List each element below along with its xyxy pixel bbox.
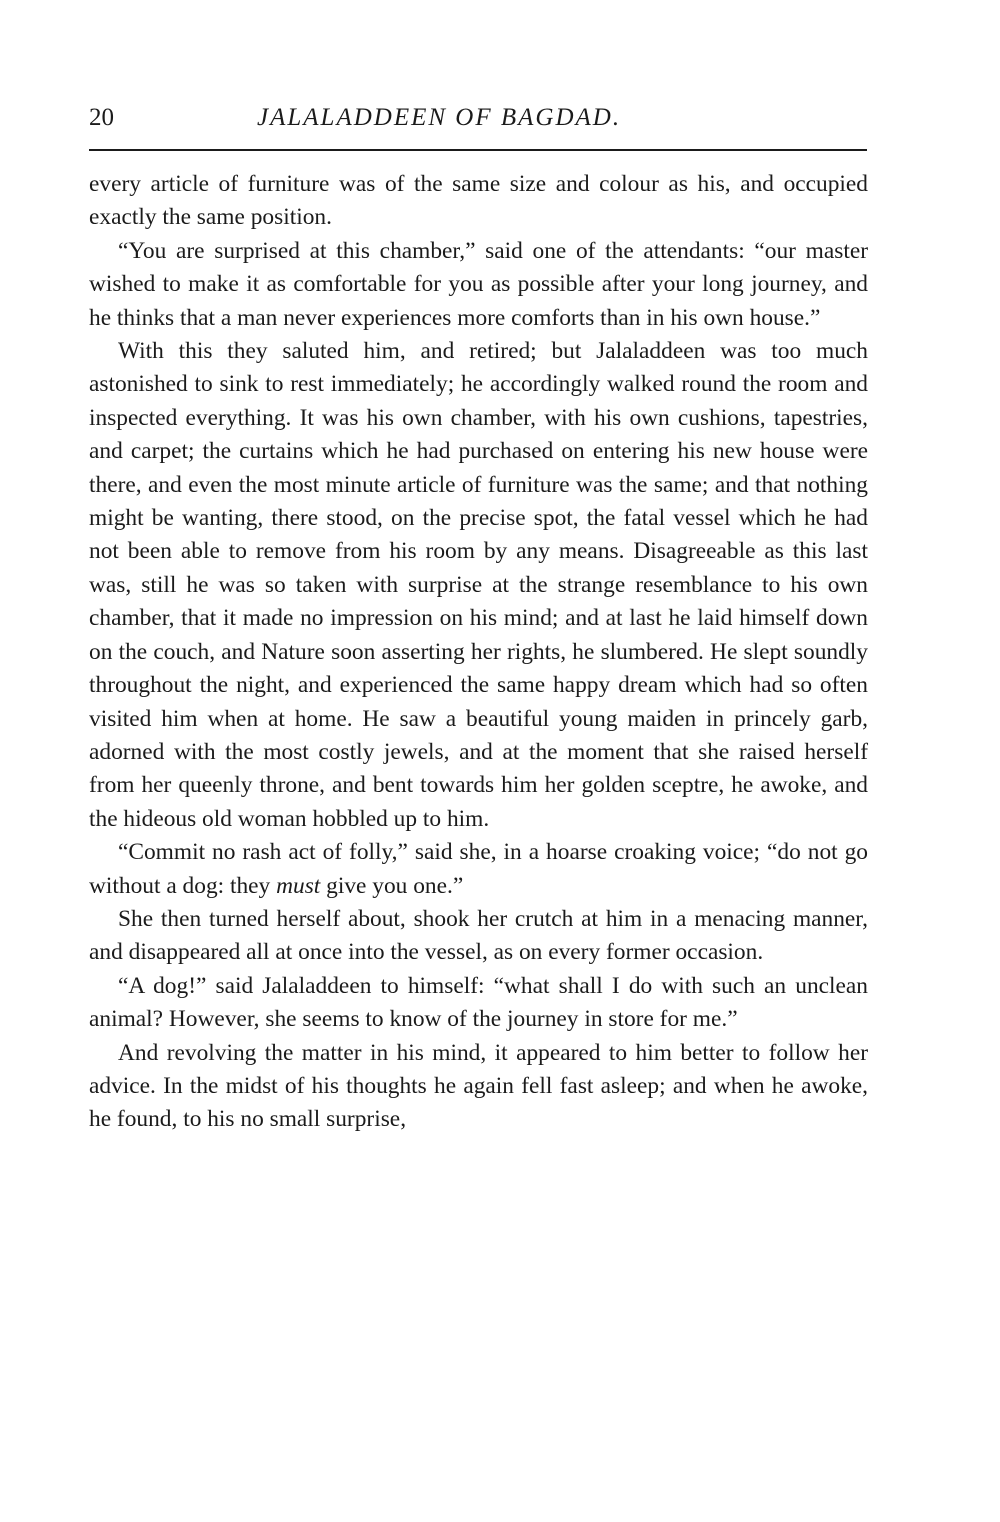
- paragraph-3: With this they saluted him, and retired; but Jalaladdeen was too much astonished to sink to rest immediately; he accordingly walked round the room and inspected everything. It was his own chamber, with his own cushions, tapestries, and carpet; the curtains which he had purchased on entering his new house were there, and even the most minute article of furniture was the same; and that nothing might be wanting, there stood, on the precise spot, the fatal vessel which he had not been able to remove from his room by any means. Disagreeable as this last was, still he was so taken with surprise at the strange resemblance to his own chamber, that it made no impression on his mind; and at last he laid himself down on the couch, and Nature soon asserting her rights, he slumbered. He slept soundly throughout the night, and experienced the same happy dream which had so often visited him when at home. He saw a beautiful young maiden in princely garb, adorned with the most costly jewels, and at the moment that she raised herself from her queenly throne, and bent towards him her golden sceptre, he awoke, and the hideous old woman hobbled up to him.: [89, 338, 868, 832]
- running-title: JALALADDEEN OF BAGDAD.: [257, 104, 622, 131]
- paragraph-1: every article of furniture was of the same size and colour as his, and occupied exactly the same position.: [89, 171, 868, 231]
- header-rule: [89, 149, 867, 151]
- paragraph-2: “You are surprised at this chamber,” said one of the attendants: “our master wished to make it as comfortable for you as possible after your long journey, and he thinks that a man never experiences more comforts than in his own house.”: [89, 237, 868, 331]
- page-number: 20: [89, 104, 114, 131]
- paragraph-5: She then turned herself about, shook her crutch at him in a menacing manner, and disappeared all at once into the vessel, as on every former occasion.: [89, 905, 868, 966]
- paragraph-4-start: “Commit no rash act of folly,” said she, in a hoarse croaking voice; “do not go without a dog: they: [89, 839, 868, 899]
- paragraph-6: “A dog!” said Jalaladdeen to himself: “what shall I do with such an unclean animal? However, she seems to know of the journey in store for me.”: [89, 972, 868, 1033]
- body-text: [89, 168, 868, 1137]
- paragraph-7: And revolving the matter in his mind, it appeared to him better to follow her advice. In the midst of his thoughts he again fell fast asleep; and when he awoke, he found, to his no small surprise,: [89, 1039, 868, 1133]
- emphasized-word: must: [276, 872, 321, 899]
- paragraph-4: [89, 836, 868, 903]
- page-header: [89, 98, 867, 138]
- paragraph-4-end: give you one.”: [320, 872, 464, 899]
